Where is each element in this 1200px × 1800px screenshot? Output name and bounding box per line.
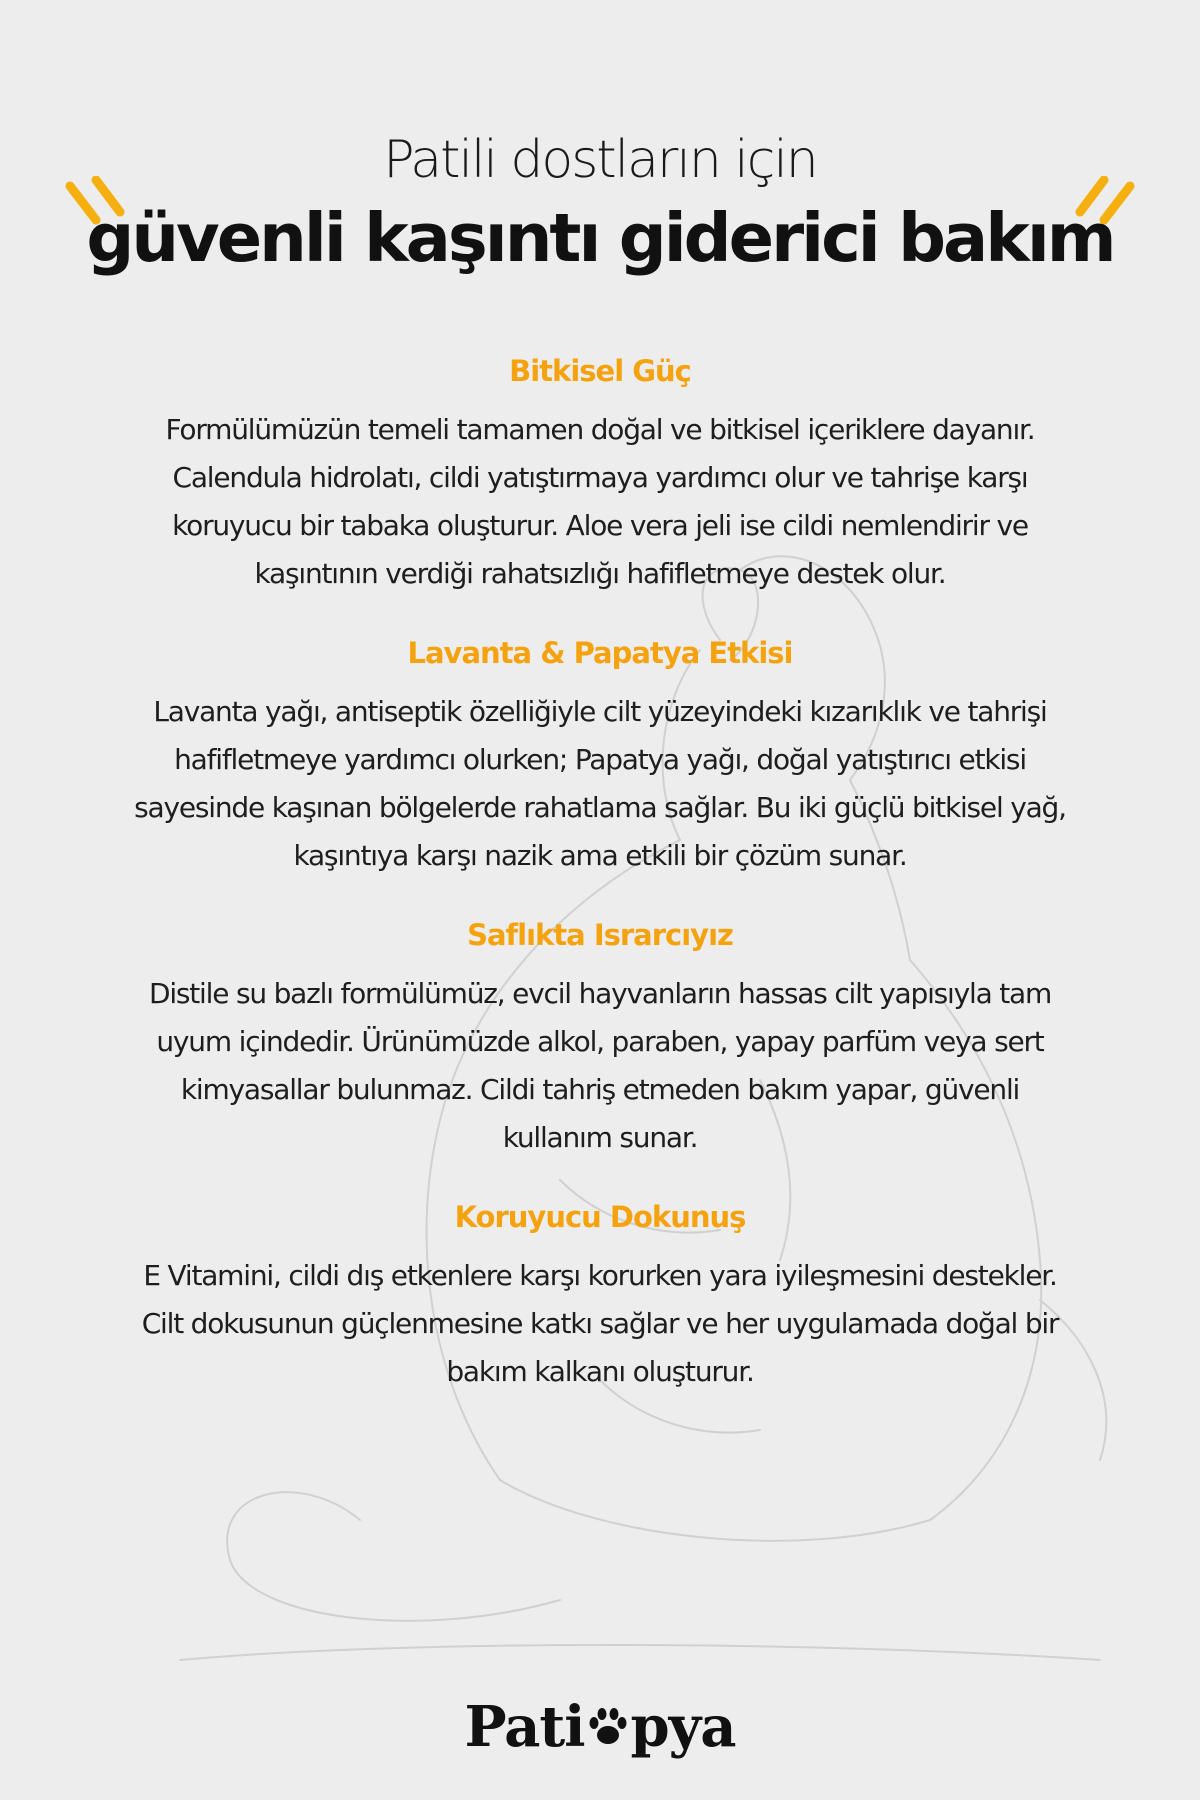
page-header xyxy=(0,128,1200,280)
section-body: Lavanta yağı, antiseptik özelliğiyle cilt yüzeyindeki kızarıklık ve tahrişi hafifletmeye yardımcı olurken; Papatya yağı, doğal yatıştırıcı etkisi sayesinde kaşınan bölgelerde rahatlama sağlar. Bu iki güçlü bitkisel yağ, kaşıntıya karşı nazik ama etkili bir çözüm sunar. xyxy=(134,695,1066,872)
section-heading: Saflıkta Israrcıyız xyxy=(467,918,733,952)
feature-section-bitkisel-guc xyxy=(130,350,1070,598)
section-heading: Bitkisel Güç xyxy=(509,354,691,388)
section-body: E Vitamini, cildi dış etkenlere karşı korurken yara iyileşmesini destekler. Cilt dokusunun güçlenmesine katkı sağlar ve her uygulamada doğal bir bakım kalkanı oluşturur. xyxy=(141,1259,1059,1388)
section-body: Distile su bazlı formülümüz, evcil hayvanların hassas cilt yapısıyla tam uyum içindedir. Ürünümüzde alkol, paraben, yapay parfüm veya sert kimyasallar bulunmaz. Cildi tahriş etmeden bakım yapar, güvenli kullanım sunar. xyxy=(148,977,1052,1154)
feature-section-lavanta-papatya xyxy=(130,632,1070,880)
logo-text-start: Pati xyxy=(464,1694,585,1761)
feature-section-koruyucu-dokunus xyxy=(130,1196,1070,1396)
paw-print-icon xyxy=(585,1704,631,1750)
section-body: Formülümüzün temeli tamamen doğal ve bitkisel içeriklere dayanır. Calendula hidrolatı, cildi yatıştırmaya yardımcı olur ve tahrişe karşı koruyucu bir tabaka oluşturur. Aloe vera jeli ise cildi nemlendirir ve kaşıntının verdiği rahatsızlığı hafifletmeye destek olur. xyxy=(165,413,1035,590)
feature-section-saflik xyxy=(130,914,1070,1162)
feature-sections xyxy=(130,350,1070,1430)
brand-logo xyxy=(0,1690,1200,1760)
page-title: güvenli kaşıntı giderici bakım xyxy=(86,199,1114,277)
section-heading: Koruyucu Dokunuş xyxy=(454,1200,746,1234)
logo-text-end: pya xyxy=(630,1694,736,1761)
page-subtitle: Patili dostların için xyxy=(383,130,817,190)
section-heading: Lavanta & Papatya Etkisi xyxy=(407,636,793,670)
